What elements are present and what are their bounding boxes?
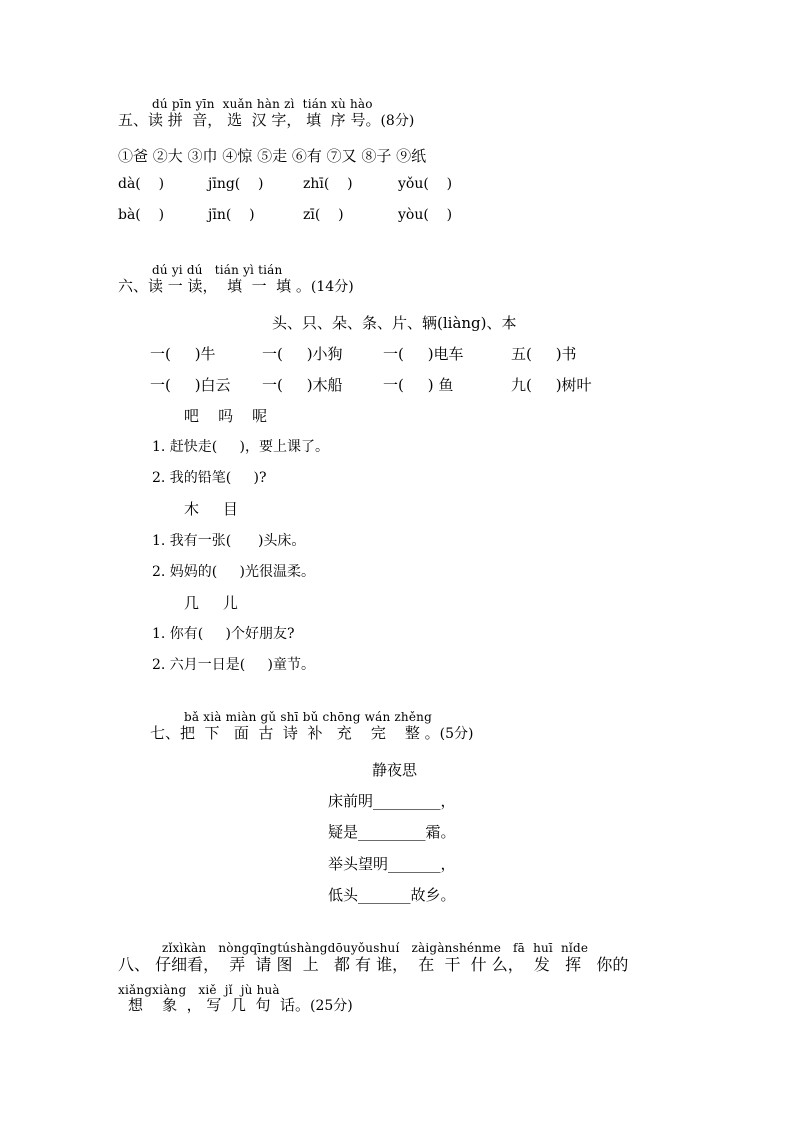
- section5-pinyin: dú pīn yīn xuǎn hàn zì tián xù hào: [152, 97, 373, 111]
- section5-options: ①爸 ②大 ③巾 ④惊 ⑤走 ⑥有 ⑦又 ⑧子 ⑨纸: [118, 147, 427, 165]
- measure-blank[interactable]: 一( )白云: [150, 376, 231, 394]
- word-choices-3: 几 儿: [184, 594, 238, 612]
- s5-row1-item[interactable]: dà( ): [118, 176, 165, 192]
- s5-row2-item[interactable]: bà( ): [118, 207, 165, 223]
- measure-blank[interactable]: 一( )牛: [150, 345, 216, 363]
- section5-score: (8分): [380, 113, 415, 129]
- poem-title: 静夜思: [372, 761, 418, 779]
- section7-score: (5分): [439, 726, 474, 742]
- section8-score: (25分): [310, 998, 353, 1014]
- section6-score: (14分): [310, 279, 354, 295]
- s5-row1-item[interactable]: zhī( ): [303, 176, 353, 192]
- measure-blank[interactable]: 一( )小狗: [262, 345, 343, 363]
- measure-blank[interactable]: 九( )树叶: [511, 376, 592, 394]
- s5-row1-item[interactable]: jīng( ): [208, 176, 264, 192]
- fill-sentence[interactable]: 1. 赶快走( )，要上课了。: [152, 439, 329, 455]
- poem-line[interactable]: 举头望明_______，: [328, 855, 456, 873]
- fill-sentence[interactable]: 2. 我的铅笔( )?: [152, 470, 267, 486]
- section8-line-2: 想 象 ， 写 几 句 话。(25分): [128, 996, 353, 1014]
- section8-line-1: 八、 仔细看， 弄 请 图 上 都 有 谁， 在 干 什 么， 发 挥 你的: [118, 955, 629, 974]
- fill-sentence[interactable]: 2. 妈妈的( )光很温柔。: [152, 564, 315, 580]
- poem-line[interactable]: 低头_______故乡。: [328, 886, 456, 904]
- poem-line[interactable]: 疑是_________霜。: [328, 823, 456, 841]
- s5-row2-item[interactable]: yòu( ): [398, 207, 453, 223]
- section5-title: 五、读 拼 音， 选 汉 字， 填 序 号。(8分): [118, 111, 415, 129]
- measure-blank[interactable]: 五( )书: [511, 345, 577, 363]
- measure-blank[interactable]: 一( )电车: [383, 345, 464, 363]
- s5-row1-item[interactable]: yǒu( ): [398, 176, 453, 192]
- fill-sentence[interactable]: 2. 六月一日是( )童节。: [152, 657, 315, 673]
- measure-blank[interactable]: 一( ) 鱼: [383, 376, 454, 394]
- measure-blank[interactable]: 一( )木船: [262, 376, 343, 394]
- section8-pinyin-1: zǐxìkàn nòngqīngtúshàngdōuyǒushuí zàigànshénme fā huī nǐde: [162, 941, 589, 955]
- fill-sentence[interactable]: 1. 我有一张( )头床。: [152, 533, 306, 549]
- section8-pinyin-2: xiǎngxiàng xiě jǐ jù huà: [118, 983, 280, 997]
- section6-pinyin: dú yi dú tián yì tián: [152, 263, 283, 277]
- section7-pinyin: bǎ xià miàn gǔ shī bǔ chōng wán zhěng: [184, 710, 432, 724]
- section7-title: 七、把 下 面 古 诗 补 充 完 整 。(5分): [150, 724, 474, 742]
- word-choices-2: 木 目: [184, 500, 238, 518]
- s5-row2-item[interactable]: zī( ): [303, 207, 344, 223]
- word-choices-1: 吧 吗 呢: [184, 407, 268, 425]
- section6-title: 六、读 一 读， 填 一 填 。(14分): [118, 277, 354, 295]
- measure-word-list: 头、只、朵、条、片、辆(liàng)、本: [272, 314, 517, 332]
- poem-line[interactable]: 床前明_________，: [328, 792, 456, 810]
- fill-sentence[interactable]: 1. 你有( )个好朋友?: [152, 626, 295, 642]
- s5-row2-item[interactable]: jīn( ): [208, 207, 255, 223]
